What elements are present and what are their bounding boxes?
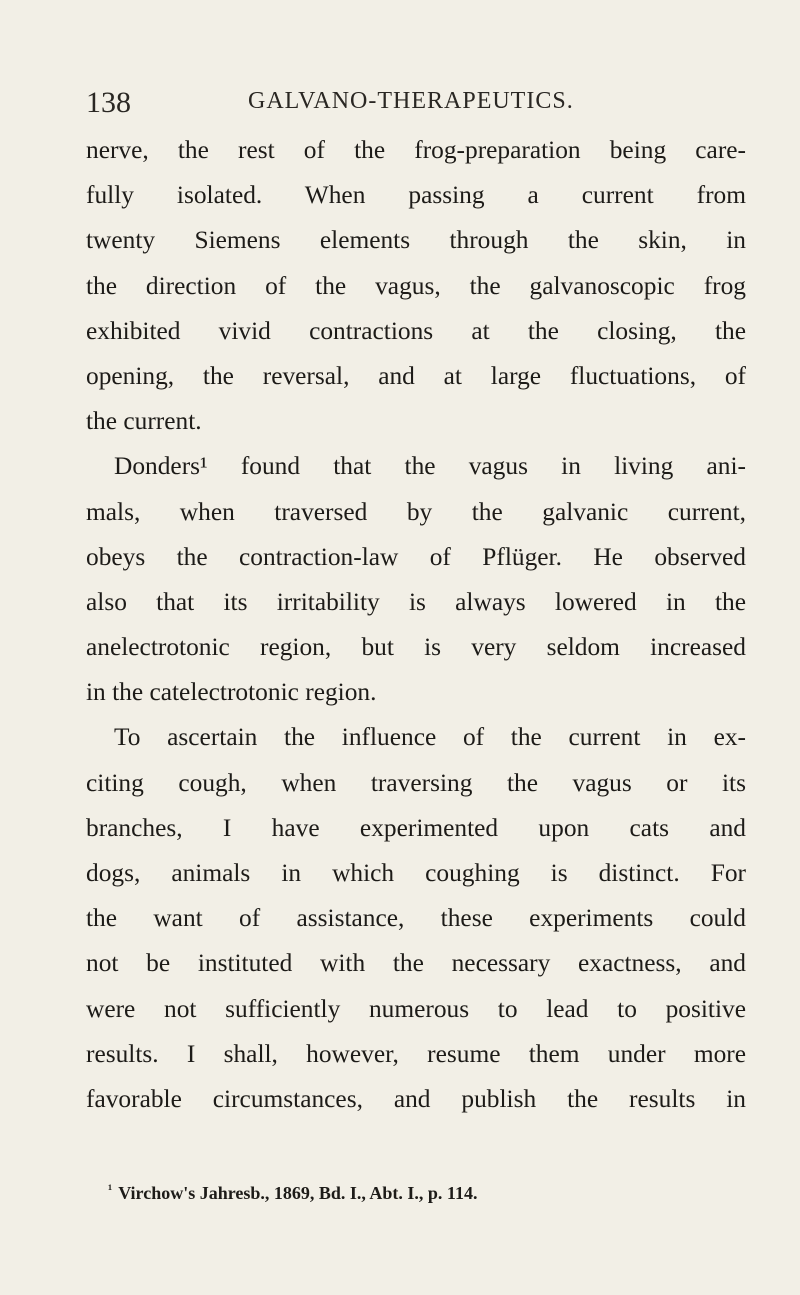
paragraph-start-line: Donders¹ found that the vagus in living ani- — [114, 452, 746, 481]
text-line: nerve, the rest of the frog-preparation being care- — [86, 136, 746, 164]
text-line: exhibited vivid contractions at the closing, the — [86, 316, 746, 345]
text-line: the want of assistance, these experiments could — [86, 904, 746, 933]
paragraph-start-line: To ascertain the influence of the current in ex- — [114, 723, 746, 752]
text-line: favorable circumstances, and publish the results in — [86, 1084, 746, 1113]
text-line: not be instituted with the necessary exactness, and — [86, 949, 746, 978]
text-line: also that its irritability is always lowered in the — [86, 587, 746, 616]
paragraph-end-line: in the catelectrotonic region. — [86, 678, 377, 707]
text-line: fully isolated. When passing a current from — [86, 181, 746, 210]
text-line: dogs, animals in which coughing is distinct. For — [86, 859, 746, 887]
running-head — [86, 78, 746, 122]
text-line: were not sufficiently numerous to lead to positive — [86, 994, 746, 1023]
running-title: GALVANO-THERAPEUTICS. — [248, 88, 574, 114]
page-number: 138 — [86, 86, 131, 119]
text-line: anelectrotonic region, but is very seldom increased — [86, 633, 746, 662]
paragraph-end-line: the current. — [86, 407, 202, 436]
text-line: results. I shall, however, resume them under more — [86, 1039, 746, 1068]
text-line: opening, the reversal, and at large fluctuations, of — [86, 361, 746, 390]
footnote — [108, 1178, 748, 1208]
footnote-marker: ¹ — [108, 1183, 113, 1198]
body-text — [86, 128, 746, 1122]
text-line: mals, when traversed by the galvanic current, — [86, 497, 746, 526]
text-line: obeys the contraction-law of Pflüger. He observed — [86, 542, 746, 571]
text-line: citing cough, when traversing the vagus or its — [86, 768, 746, 797]
text-line: the direction of the vagus, the galvanoscopic frog — [86, 271, 746, 300]
text-line: branches, I have experimented upon cats and — [86, 813, 746, 842]
text-line: twenty Siemens elements through the skin, in — [86, 226, 746, 255]
footnote-text: Virchow's Jahresb., 1869, Bd. I., Abt. I., p. 114. — [118, 1183, 478, 1203]
